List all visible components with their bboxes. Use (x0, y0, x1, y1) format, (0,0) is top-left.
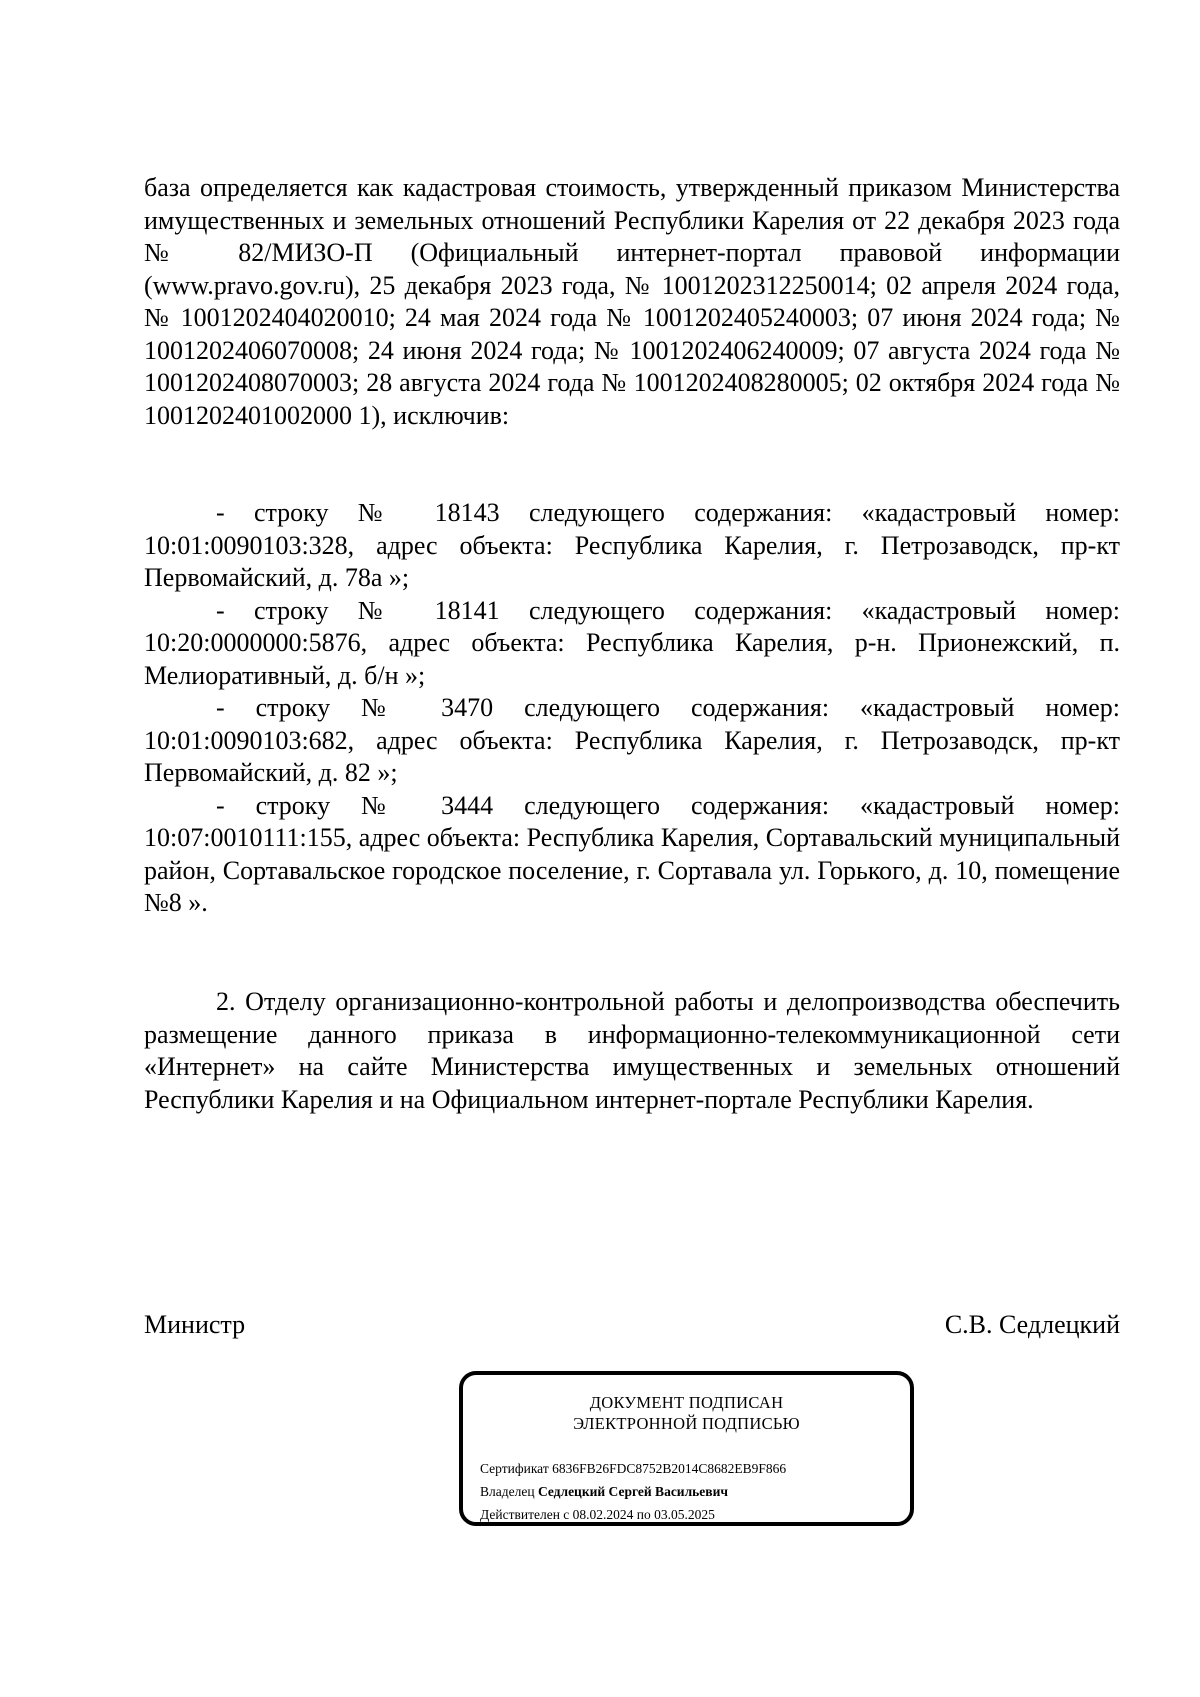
signature-row (144, 1309, 1120, 1342)
exclusion-list (144, 497, 1120, 920)
stamp-valid-label: Действителен с (480, 1507, 570, 1522)
signer-position: Министр (144, 1310, 246, 1339)
exclusion-item: - строку № 3470 следующего содержания: «кадастровый номер: 10:01:0090103:682, адрес объекта: Республика Карелия, г. Петрозаводск, пр-кт Первомайский, д. 82 »; (144, 693, 1120, 787)
exclusion-item: - строку № 18143 следующего содержания: «кадастровый номер: 10:01:0090103:328, адрес объекта: Республика Карелия, г. Петрозаводск, пр-кт Первомайский, д. 78а »; (144, 498, 1120, 592)
stamp-title-line: ЭЛЕКТРОННОЙ ПОДПИСЬЮ (573, 1414, 800, 1433)
stamp-valid-from: 08.02.2024 (572, 1507, 634, 1522)
stamp-cert-label: Сертификат (480, 1461, 549, 1476)
exclusion-item: - строку № 18141 следующего содержания: «кадастровый номер: 10:20:0000000:5876, адрес объекта: Республика Карелия, р-н. Прионежский, п. Мелиоративный, д. б/н »; (144, 595, 1120, 690)
electronic-signature-stamp (459, 1371, 914, 1526)
item-2-text: 2. Отделу организационно-контрольной работы и делопроизводства обеспечить размещение данного приказа в информационно-телекоммуникационной сети «Интернет» на сайте Министерства имущественных и земельных отношений Республики Карелия и на Официальном интернет-портале Республики Карелия. (144, 987, 1120, 1114)
stamp-title (463, 1392, 910, 1434)
stamp-owner-value: Седлецкий Сергей Васильевич (537, 1484, 728, 1499)
stamp-title-line: ДОКУМЕНТ ПОДПИСАН (589, 1393, 784, 1412)
stamp-validity-line (480, 1503, 786, 1526)
intro-paragraph (144, 172, 1120, 432)
stamp-valid-to-label: по (636, 1507, 651, 1522)
stamp-owner-line (480, 1480, 786, 1503)
stamp-cert-value: 6836FB26FDC8752B2014C8682EB9F866 (552, 1461, 787, 1476)
stamp-details (480, 1457, 786, 1526)
stamp-certificate-line (480, 1457, 786, 1480)
intro-text: база определяется как кадастровая стоимость, утвержденный приказом Министерства имущественных и земельных отношений Республики Карелия от 22 декабря 2023 года № 82/МИЗО-П (Официальный интернет-портал правовой информации (www.pravo.gov.ru), 25 декабря 2023 года, № 1001202312250014; 02 апреля 2024 года, № 1001202404020010; 24 мая 2024 года № 1001202405240003; 07 июня 2024 года; № 1001202406070008; 24 июня 2024 года; № 1001202406240009; 07 августа 2024 года № 1001202408070003; 28 августа 2024 года № 1001202408280005; 02 октября 2024 года № 1001202401002000 1), исключив: (144, 173, 1120, 430)
signer-name: С.В. Седлецкий (944, 1310, 1120, 1339)
stamp-valid-to: 03.05.2025 (654, 1507, 715, 1522)
item-2-paragraph (144, 986, 1120, 1116)
stamp-owner-label: Владелец (480, 1484, 535, 1499)
exclusion-item: - строку № 3444 следующего содержания: «кадастровый номер: 10:07:0010111:155, адрес объекта: Республика Карелия, Сортавальский муниципальный район, Сортавальское городское поселение, г. Сортавала ул. Горького, д. 10, помещение №8 ». (144, 790, 1120, 917)
